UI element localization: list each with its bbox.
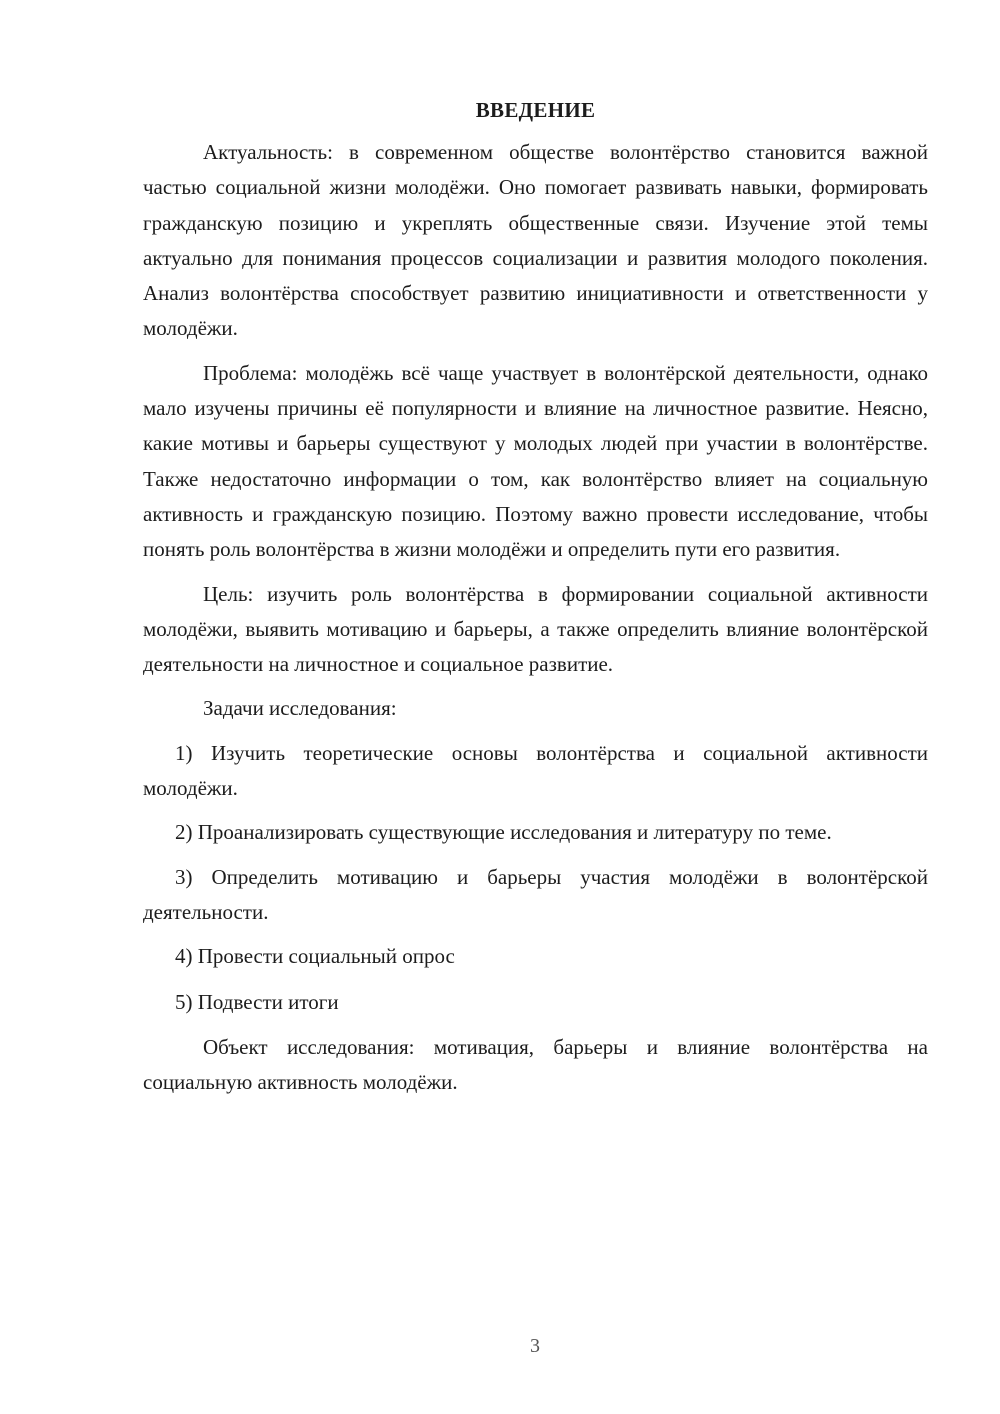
object-paragraph: Объект исследования: мотивация, барьеры и влияние волонтёрства на социальную активность молодёжи.	[143, 1034, 928, 1095]
tasks-heading: Задачи исследования:	[203, 696, 397, 721]
task-item-5: 5) Подвести итоги	[175, 989, 339, 1014]
task-item-4: 4) Провести социальный опрос	[175, 944, 455, 969]
section-title: ВВЕДЕНИЕ	[475, 98, 596, 122]
page-number: 3	[530, 1335, 540, 1357]
goal-paragraph: Цель: изучить роль волонтёрства в формировании социальной активности молодёжи, выявить мотивацию и барьеры, а также определить влияние волонтёрской деятельности на личностное и социальное развитие.	[143, 581, 928, 677]
problem-paragraph: Проблема: молодёжь всё чаще участвует в волонтёрской деятельности, однако мало изучены причины её популярности и влияние на личностное развитие. Неясно, какие мотивы и барьеры существуют у молодых людей при участии в волонтёрстве. Также недостаточно информации о том, как волонтёрство влияет на социальную активность и гражданскую позицию. Поэтому важно провести исследование, чтобы понять роль волонтёрства в жизни молодёжи и определить пути его развития.	[143, 360, 928, 562]
task-item-3: 3) Определить мотивацию и барьеры участия молодёжи в волонтёрской деятельности.	[143, 864, 928, 924]
relevance-paragraph: Актуальность: в современном обществе волонтёрство становится важной частью социальной жизни молодёжи. Оно помогает развивать навыки, формировать гражданскую позицию и укреплять общественные связи. Изучение этой темы актуально для понимания процессов социализации и развития молодого поколения. Анализ волонтёрства способствует развитию инициативности и ответственности у молодёжи.	[143, 140, 928, 341]
page-body	[143, 95, 928, 1109]
task-item-1: 1) Изучить теоретические основы волонтёрства и социальной активности молодёжи.	[143, 740, 928, 801]
task-item-2: 2) Проанализировать существующие исследования и литературу по теме.	[175, 820, 832, 845]
